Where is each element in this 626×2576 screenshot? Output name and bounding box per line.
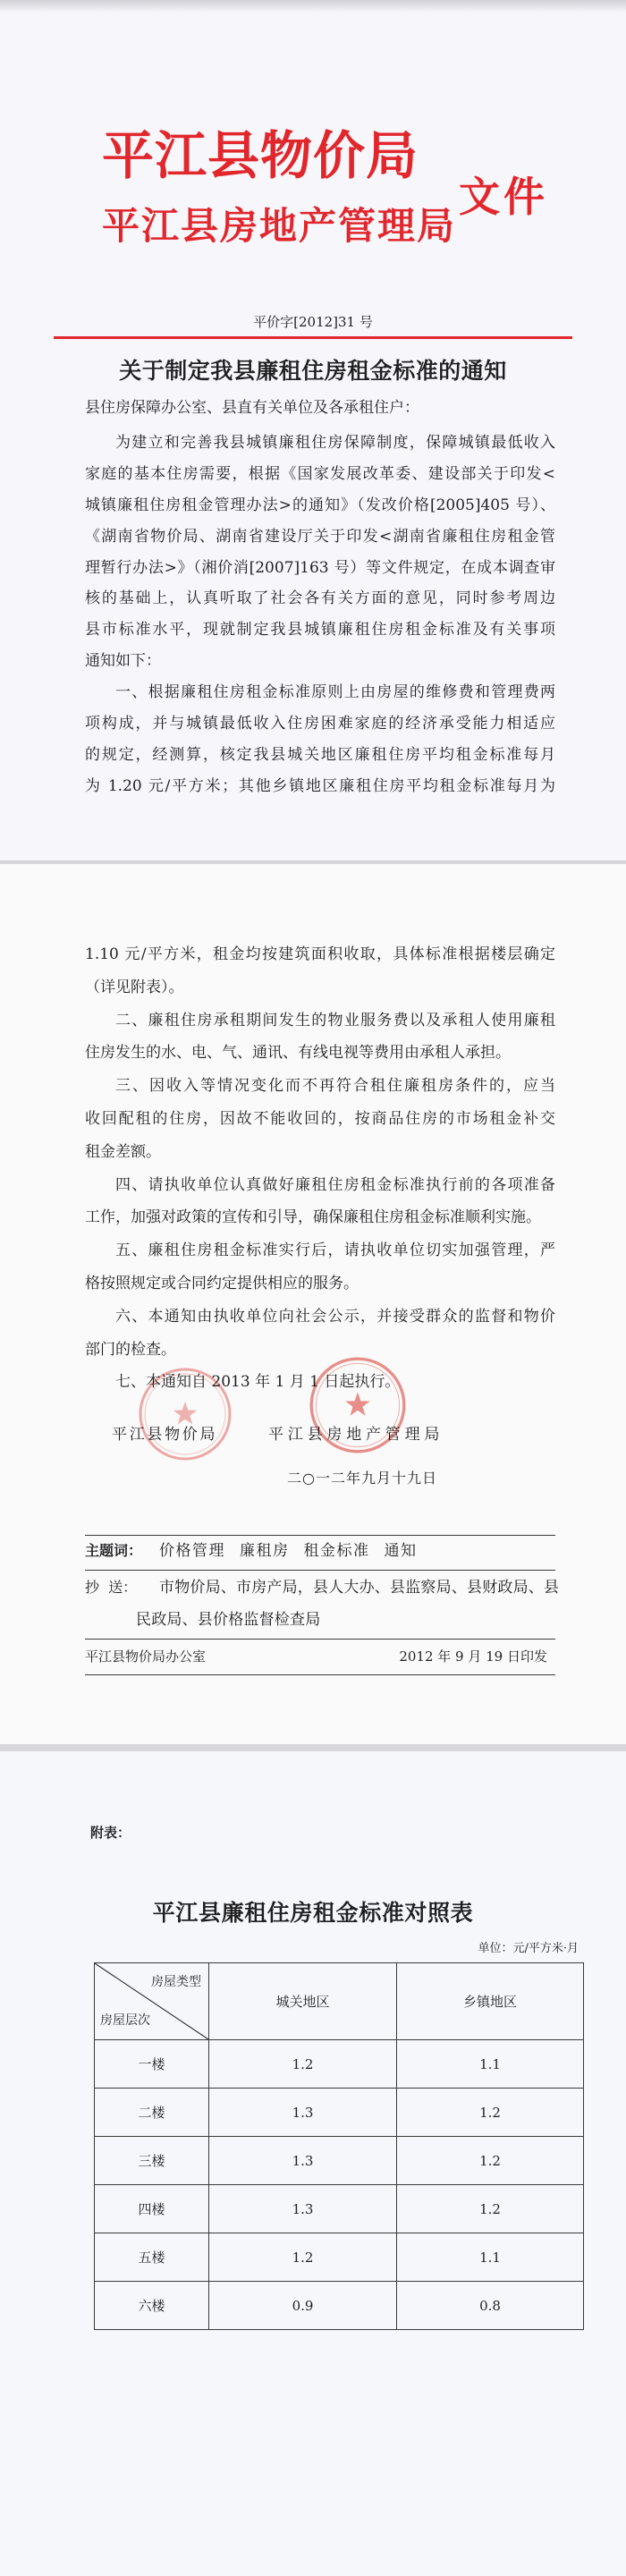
keyword: 价格管理 <box>159 1542 225 1560</box>
issuing-office: 平江县物价局办公室 <box>85 1648 207 1665</box>
body-line: 五、廉租住房租金标准实行后，请执收单位切实加强管理，严 <box>115 1241 555 1260</box>
body-line: （详见附表）。 <box>85 978 184 996</box>
corner-cell <box>95 1963 209 2040</box>
body-line: 的规定，经测算，核定我县城关地区廉租住房平均租金标准每月 <box>85 745 555 764</box>
urban-rent-cell: 1.3 <box>209 2089 397 2137</box>
appendix-unit: 单位：元/平方米·月 <box>478 1942 579 1955</box>
body-line: 一、根据廉租住房租金标准原则上由房屋的维修费和管理费两 <box>115 683 555 702</box>
appendix-label: 附表： <box>90 1825 131 1841</box>
official-seal-icon <box>136 1365 234 1463</box>
urban-rent-cell: 1.3 <box>209 2185 397 2233</box>
body-line: 为建立和完善我县城镇廉租住房保障制度，保障城镇最低收入 <box>115 434 555 452</box>
appendix-title: 平江县廉租住房租金标准对照表 <box>152 1900 474 1926</box>
township-rent-cell: 1.2 <box>397 2089 584 2137</box>
column-header: 乡镇地区 <box>397 1963 584 2040</box>
keyword: 通知 <box>384 1542 418 1560</box>
body-line: 县市标准水平，现就制定我县城镇廉租住房租金标准及有关事项 <box>85 621 555 640</box>
header-doc-type: 文件 <box>459 173 548 221</box>
official-seal-icon <box>307 1354 409 1456</box>
footer-rule <box>85 1535 555 1536</box>
table-header-row <box>95 1963 584 2040</box>
urban-rent-cell: 0.9 <box>209 2282 397 2330</box>
footer-rule <box>85 1639 555 1640</box>
corner-column-label: 房屋类型 <box>151 1975 201 1989</box>
notice-title: 关于制定我县廉租住房租金标准的通知 <box>119 358 507 384</box>
body-line: 理暂行办法>》（湘价消[2007]163 号）等文件规定，在成本调查审 <box>85 558 555 577</box>
body-line: 住房发生的水、电、气、通讯、有线电视等费用由承租人承担。 <box>85 1044 511 1063</box>
cc-recipients-line: 市物价局、市房产局，县人大办、县监察局、县财政局、县 <box>159 1579 560 1597</box>
page-2 <box>0 864 626 1744</box>
body-line: 格按照规定或合同约定提供相应的服务。 <box>85 1274 359 1292</box>
table-row <box>95 2137 584 2185</box>
keywords-label: 主题词： <box>85 1542 143 1559</box>
body-line: 项构成，并与城镇最低收入住房困难家庭的经济承受能力相适应 <box>85 715 555 733</box>
body-text-page-1 <box>85 428 555 802</box>
table-row <box>95 2233 584 2282</box>
keyword: 租金标准 <box>303 1542 370 1560</box>
body-line: 城镇廉租住房租金管理办法>的通知》（发改价格[2005]405 号）、 <box>85 496 555 514</box>
cc-recipients-line: 民政局、县价格监督检查局 <box>136 1611 321 1629</box>
issue-date: 2012 年 9 月 19 日印发 <box>399 1648 547 1665</box>
table-row <box>95 2282 584 2330</box>
body-line: 《湖南省物价局、湖南省建设厅关于印发<湖南省廉租住房租金管 <box>85 527 555 546</box>
signature-org-1: 平江县物价局 <box>112 1426 218 1444</box>
body-text-page-2 <box>85 938 555 1399</box>
township-rent-cell: 0.8 <box>397 2282 584 2330</box>
body-line: 七、本通知自 2013 年 1 月 1 日起执行。 <box>115 1373 401 1392</box>
page-3 <box>0 1751 626 2576</box>
floor-cell: 五楼 <box>95 2233 209 2282</box>
page-1 <box>0 0 626 860</box>
signature-org-2: 平江县房地产管理局 <box>268 1426 444 1444</box>
signing-date: 二○一二年九月十九日 <box>287 1470 437 1487</box>
township-rent-cell: 1.2 <box>397 2185 584 2233</box>
urban-rent-cell: 1.2 <box>209 2040 397 2089</box>
column-header: 城关地区 <box>209 1963 397 2040</box>
keyword: 廉租房 <box>240 1542 290 1560</box>
body-line: 租金差额。 <box>85 1142 161 1161</box>
urban-rent-cell: 1.3 <box>209 2137 397 2185</box>
body-line: 二、廉租住房承租期间发生的物业服务费以及承租人使用廉租 <box>115 1011 555 1030</box>
body-line: 家庭的基本住房需要，根据《国家发展改革委、建设部关于印发< <box>85 464 555 483</box>
header-org-1: 平江县物价局 <box>102 125 419 186</box>
township-rent-cell: 1.1 <box>397 2233 584 2282</box>
cc-label: 抄 送： <box>85 1579 138 1596</box>
body-line: 收回配租的住房，因故不能收回的，按商品住房的市场租金补交 <box>85 1109 555 1128</box>
footer-rule <box>85 1674 555 1675</box>
floor-cell: 三楼 <box>95 2137 209 2185</box>
body-line: 部门的检查。 <box>85 1340 176 1359</box>
table-row <box>95 2040 584 2089</box>
corner-row-label: 房屋层次 <box>100 2013 150 2028</box>
floor-cell: 四楼 <box>95 2185 209 2233</box>
body-line: 三、因收入等情况变化而不再符合租住廉租房条件的，应当 <box>115 1077 555 1096</box>
body-line: 1.10 元/平方米，租金均按建筑面积收取，具体标准根据楼层确定 <box>85 945 555 963</box>
table-row <box>95 2185 584 2233</box>
doc-number: 平价字[2012]31 号 <box>253 314 373 330</box>
township-rent-cell: 1.2 <box>397 2137 584 2185</box>
township-rent-cell: 1.1 <box>397 2040 584 2089</box>
floor-cell: 二楼 <box>95 2089 209 2137</box>
floor-cell: 一楼 <box>95 2040 209 2089</box>
body-line: 六、本通知由执收单位向社会公示，并接受群众的监督和物价 <box>115 1307 555 1326</box>
floor-cell: 六楼 <box>95 2282 209 2330</box>
header-org-2: 平江县房地产管理局 <box>102 204 457 248</box>
body-line: 为 1.20 元/平方米；其他乡镇地区廉租住房平均租金标准每月为 <box>85 776 555 795</box>
body-line: 通知如下： <box>85 652 161 671</box>
keywords-list <box>159 1541 418 1561</box>
urban-rent-cell: 1.2 <box>209 2233 397 2282</box>
body-line: 工作，加强对政策的宣传和引导，确保廉租住房租金标准顺利实施。 <box>85 1208 541 1227</box>
salutation: 县住房保障办公室、县直有关单位及各承租住户： <box>85 399 419 417</box>
body-line: 核的基础上，认真听取了社会各有关方面的意见，同时参考周边 <box>85 589 555 608</box>
rent-standard-table <box>94 1962 584 2330</box>
table-row <box>95 2089 584 2137</box>
red-separator-line <box>54 336 572 339</box>
body-line: 四、请执收单位认真做好廉租住房租金标准执行前的各项准备 <box>115 1175 555 1194</box>
footer-rule <box>85 1570 555 1571</box>
